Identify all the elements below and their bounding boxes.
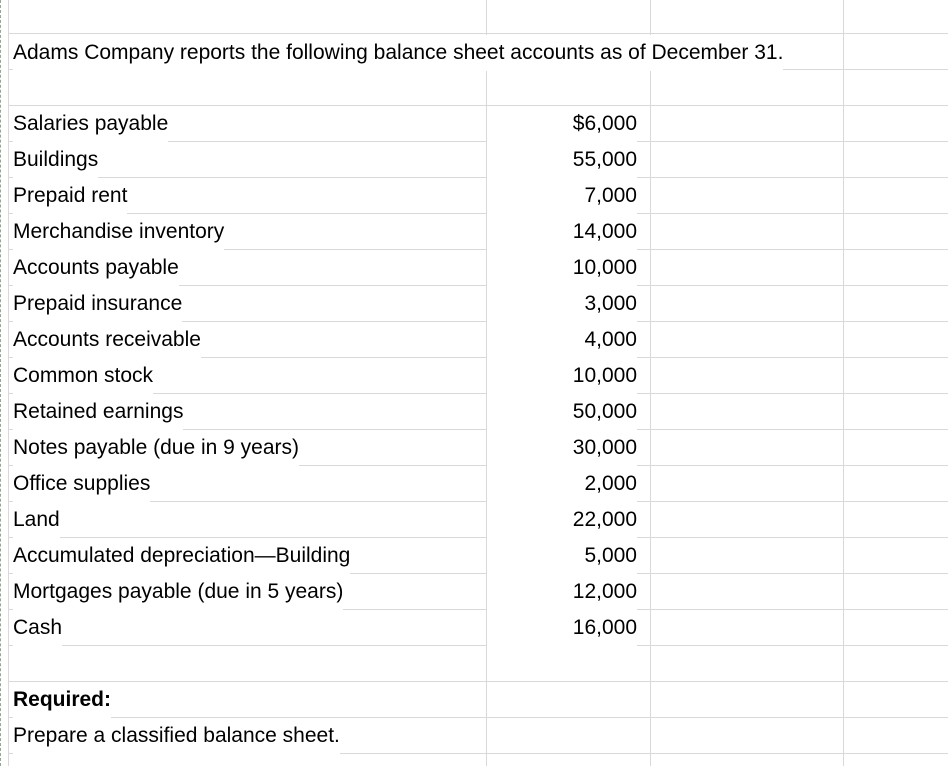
account-amount: 4,000 [487,322,637,358]
account-name: Notes payable (due in 9 years) [13,430,299,466]
account-name: Accounts receivable [13,322,201,358]
account-name: Accounts payable [13,250,179,286]
account-name: Land [13,502,60,538]
required-label: Required: [13,682,111,718]
account-name: Accumulated depreciation—Building [13,538,350,574]
account-amount: 55,000 [487,142,637,178]
account-name: Prepaid insurance [13,286,182,322]
gridline-row [8,177,948,178]
account-amount: 7,000 [487,178,637,214]
account-amount: 10,000 [487,250,637,286]
account-amount: 5,000 [487,538,637,574]
gridline-row [8,681,948,682]
gridline-col-a [8,0,9,766]
account-name: Salaries payable [13,106,168,142]
account-name: Office supplies [13,466,150,502]
account-amount: 30,000 [487,430,637,466]
account-amount: 16,000 [487,610,637,646]
problem-statement: Adams Company reports the following balance sheet accounts as of December 31. [13,35,783,71]
gridline-col-d [843,0,844,766]
account-amount: 2,000 [487,466,637,502]
account-name: Cash [13,610,62,646]
account-amount: 3,000 [487,286,637,322]
instruction-text: Prepare a classified balance sheet. [13,718,340,754]
account-amount: 22,000 [487,502,637,538]
account-name: Prepaid rent [13,178,127,214]
account-amount: 10,000 [487,358,637,394]
account-amount: $6,000 [487,106,637,142]
gridline-row [8,33,948,34]
gridline-col-c [650,0,651,766]
account-name: Mortgages payable (due in 5 years) [13,574,343,610]
account-name: Merchandise inventory [13,214,224,250]
sheet-left-edge [0,0,1,766]
account-amount: 50,000 [487,394,637,430]
account-amount: 12,000 [487,574,637,610]
gridline-row [8,645,948,646]
account-name: Retained earnings [13,394,183,430]
account-name: Buildings [13,142,98,178]
account-name: Common stock [13,358,153,394]
account-amount: 14,000 [487,214,637,250]
